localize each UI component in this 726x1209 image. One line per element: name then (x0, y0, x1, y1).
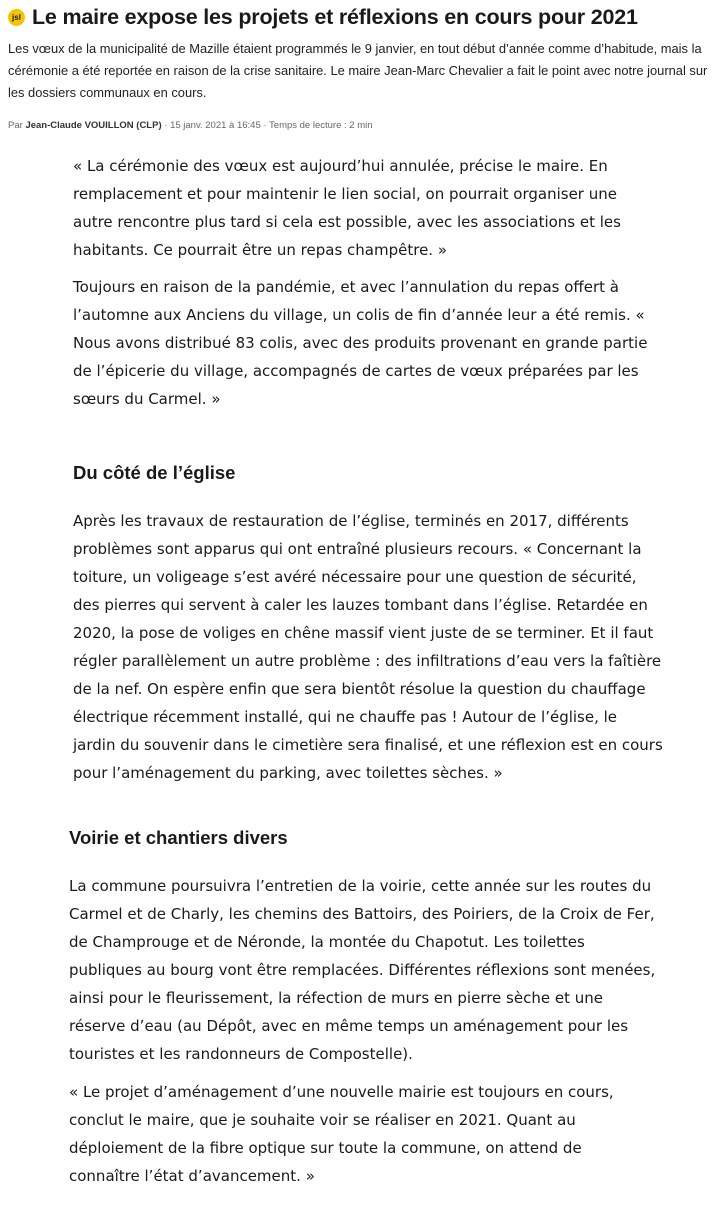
article-lead: Les vœux de la municipalité de Mazille étaient programmés le 9 janvier, en tout début d’année comme d’habitude, mais la cérémonie a été reportée en raison de la crise sanitaire. Le maire Jean-Marc Chevalier a fait le point avec notre journal sur les dossiers communaux en cours. (8, 41, 708, 100)
section-1-paragraph-block (73, 507, 663, 787)
section-2-paragraph-2-block (69, 1078, 649, 1190)
section-1-paragraph: Après les travaux de restauration de l’église, terminés en 2017, différents problèmes sont apparus qui ont entraîné plusieurs recours. « Concernant la toiture, un voligeage s’est avéré nécessaire pour une question de sécurité, des pierres qui servent à caler les lauzes tombant dans l’église. Retardée en 2020, la pose de voliges en chêne massif vient juste de se terminer. Et il faut régler parallèlement un autre problème : des infiltrations d’eau vers la faîtière de la nef. On espère enfin que sera bientôt résolue la question du chauffage électrique récemment installé, qui ne chauffe pas ! Autour de l’église, le jardin du souvenir dans le cimetière sera finalisé, et une réflexion est en cours pour l’aménagement du parking, avec toilettes sèches. » (73, 512, 663, 782)
article-header (8, 4, 720, 131)
section-2-paragraph-1-block (69, 872, 659, 1068)
section-heading-voirie: Voirie et chantiers divers (69, 827, 288, 848)
section-2-paragraph-2: « Le projet d’aménagement d’une nouvelle mairie est toujours en cours, conclut le maire, que je souhaite voir se réaliser en 2021. Quant au déploiement de la fibre optique sur toute la commune, on attend de connaître l’état d’avancement. » (69, 1083, 614, 1185)
byline-author[interactable]: Jean-Claude VOUILLON (CLP) (25, 120, 162, 131)
byline-date: · 15 janv. 2021 à 16:45 · (164, 120, 267, 131)
jsl-logo[interactable]: jsl (8, 9, 25, 26)
paragraph-2-block (73, 273, 653, 413)
article-title: Le maire expose les projets et réflexions en cours pour 2021 (32, 4, 638, 29)
section-2-paragraph-1: La commune poursuivra l’entretien de la voirie, cette année sur les routes du Carmel et de Charly, les chemins des Battoirs, des Poiriers, de la Croix de Fer, de Champrouge et de Néronde, la montée du Chapotut. Les toilettes publiques au bourg vont être remplacées. Différentes réflexions sont menées, ainsi pour le fleurissement, la réfection de murs en pierre sèche et une réserve d’eau (au Dépôt, avec en même temps un aménagement pour les touristes et les randonneurs de Compostelle). (69, 877, 656, 1063)
byline (8, 120, 720, 131)
paragraph-1: « La cérémonie des vœux est aujourd’hui annulée, précise le maire. En remplacement et pour maintenir le lien social, on pourrait organiser une autre rencontre plus tard si cela est possible, avec les associations et les habitants. Ce pourrait être un repas champêtre. » (73, 157, 621, 259)
section-2-heading-block (69, 827, 669, 849)
byline-reading-time: Temps de lecture : 2 min (269, 120, 373, 131)
paragraph-1-block (73, 152, 653, 264)
title-row (8, 4, 720, 30)
byline-prefix: Par (8, 120, 23, 131)
section-1-heading-block (73, 462, 673, 484)
paragraph-2: Toujours en raison de la pandémie, et avec l’annulation du repas offert à l’automne aux Anciens du village, un colis de fin d’année leur a été remis. « Nous avons distribué 83 colis, avec des produits provenant en grande partie de l’épicerie du village, accompagnés de cartes de vœux préparées par les sœurs du Carmel. » (73, 278, 648, 408)
section-heading-eglise: Du côté de l’église (73, 462, 236, 483)
